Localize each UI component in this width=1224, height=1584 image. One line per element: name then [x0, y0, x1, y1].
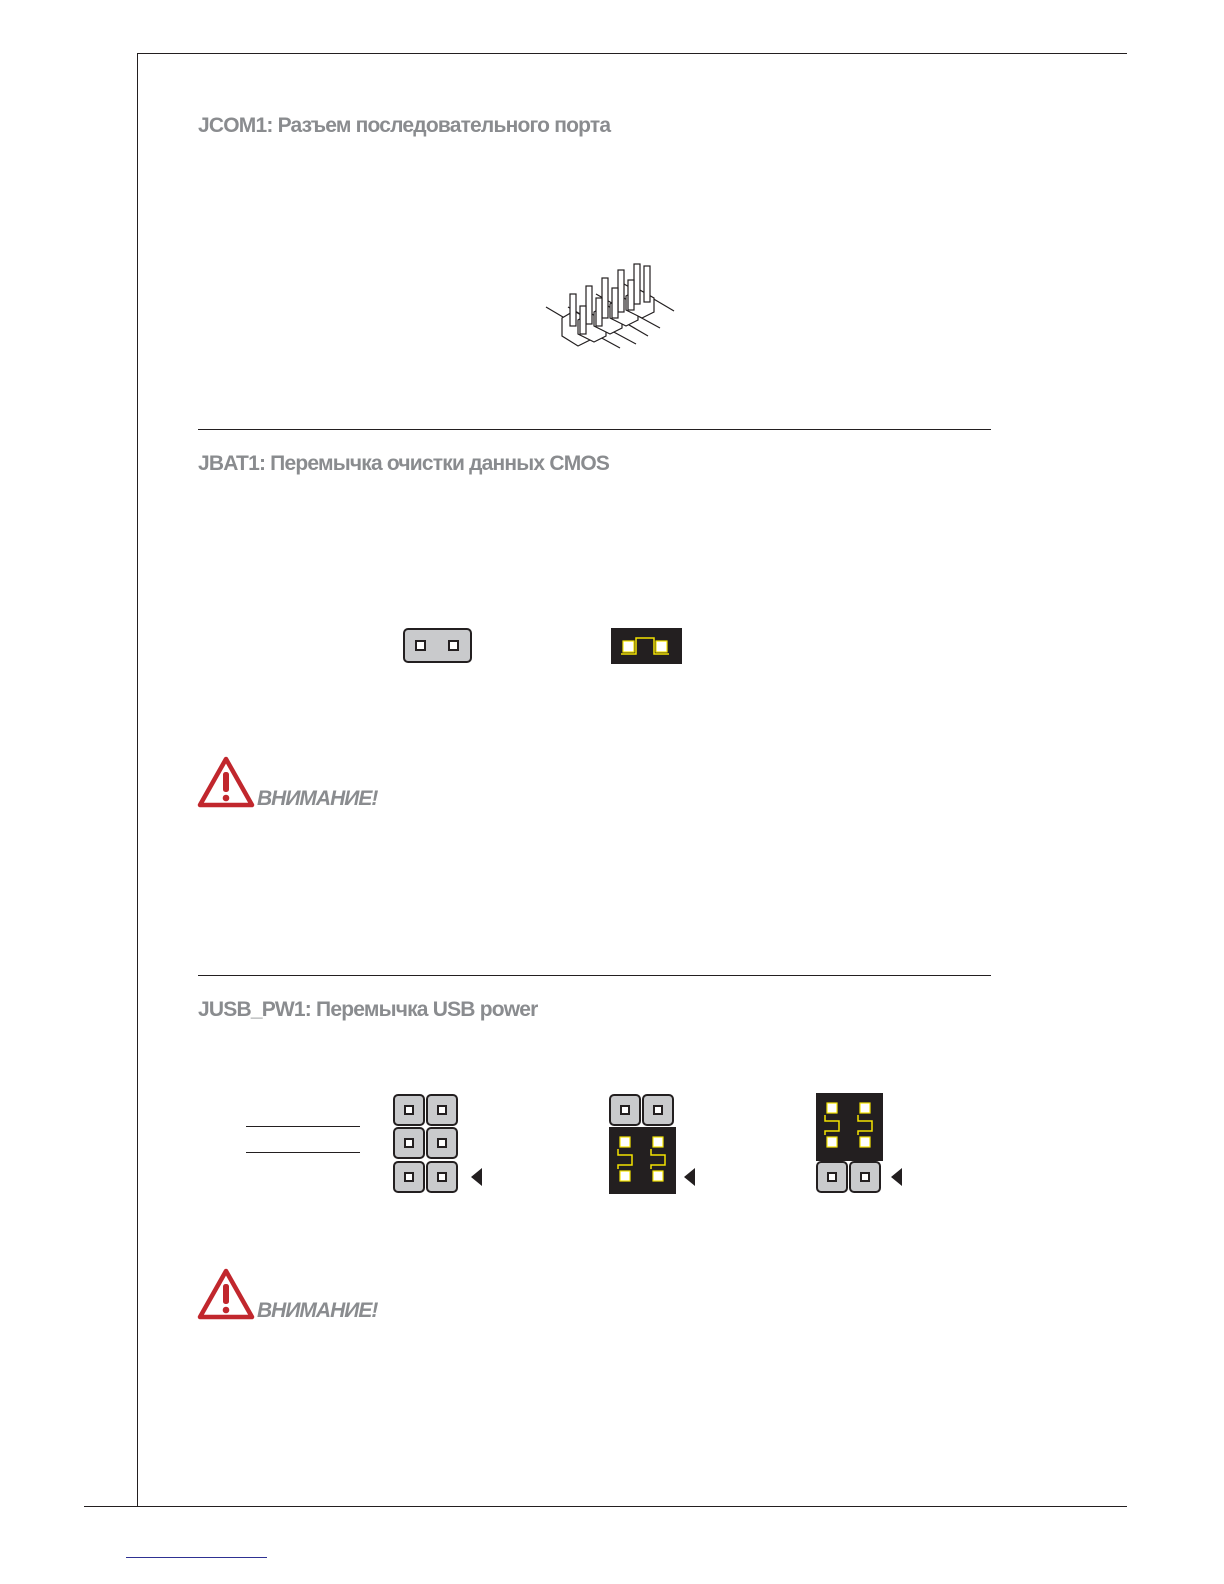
- triangle-left-icon: [891, 1168, 902, 1186]
- section-heading-jbat1: JBAT1: Перемычка очистки данных CMOS: [198, 452, 610, 475]
- section-heading-jusb-pw1: JUSB_PW1: Перемычка USB power: [198, 998, 538, 1021]
- pin-1: [415, 640, 426, 651]
- warning-triangle-icon: [196, 755, 256, 809]
- warning-callout-1: [196, 755, 396, 813]
- label-leader-line: [246, 1126, 360, 1127]
- page-frame-top: [137, 53, 1127, 54]
- section-divider: [198, 429, 991, 430]
- pin: [426, 1094, 458, 1126]
- jumper-keep-data: [403, 628, 472, 663]
- pin: [426, 1161, 458, 1193]
- jumper-cap: [816, 1093, 883, 1161]
- pin: [393, 1127, 425, 1159]
- warning-triangle-icon: [196, 1267, 256, 1321]
- pin: [393, 1161, 425, 1193]
- warning-label: ВНИМАНИЕ!: [257, 1299, 378, 1322]
- pin: [609, 1094, 641, 1126]
- label-leader-line: [246, 1152, 360, 1153]
- pin: [816, 1161, 848, 1193]
- jumper-clear-data: [611, 628, 682, 664]
- pin: [642, 1094, 674, 1126]
- pin: [849, 1161, 881, 1193]
- section-heading-jcom1: JCOM1: Разъем последовательного порта: [198, 114, 611, 137]
- warning-label: ВНИМАНИЕ!: [257, 787, 378, 810]
- pin: [426, 1127, 458, 1159]
- triangle-left-icon: [471, 1168, 482, 1186]
- section-divider: [198, 975, 991, 976]
- pin: [393, 1094, 425, 1126]
- warning-callout-2: [196, 1267, 396, 1325]
- serial-port-connector-icon: [540, 258, 680, 358]
- page-frame-bottom: [84, 1506, 1127, 1507]
- page-frame-left: [137, 53, 138, 1507]
- footer-link-underline[interactable]: [126, 1557, 267, 1558]
- pin-2: [448, 640, 459, 651]
- jumper-cap: [609, 1127, 676, 1194]
- triangle-left-icon: [684, 1168, 695, 1186]
